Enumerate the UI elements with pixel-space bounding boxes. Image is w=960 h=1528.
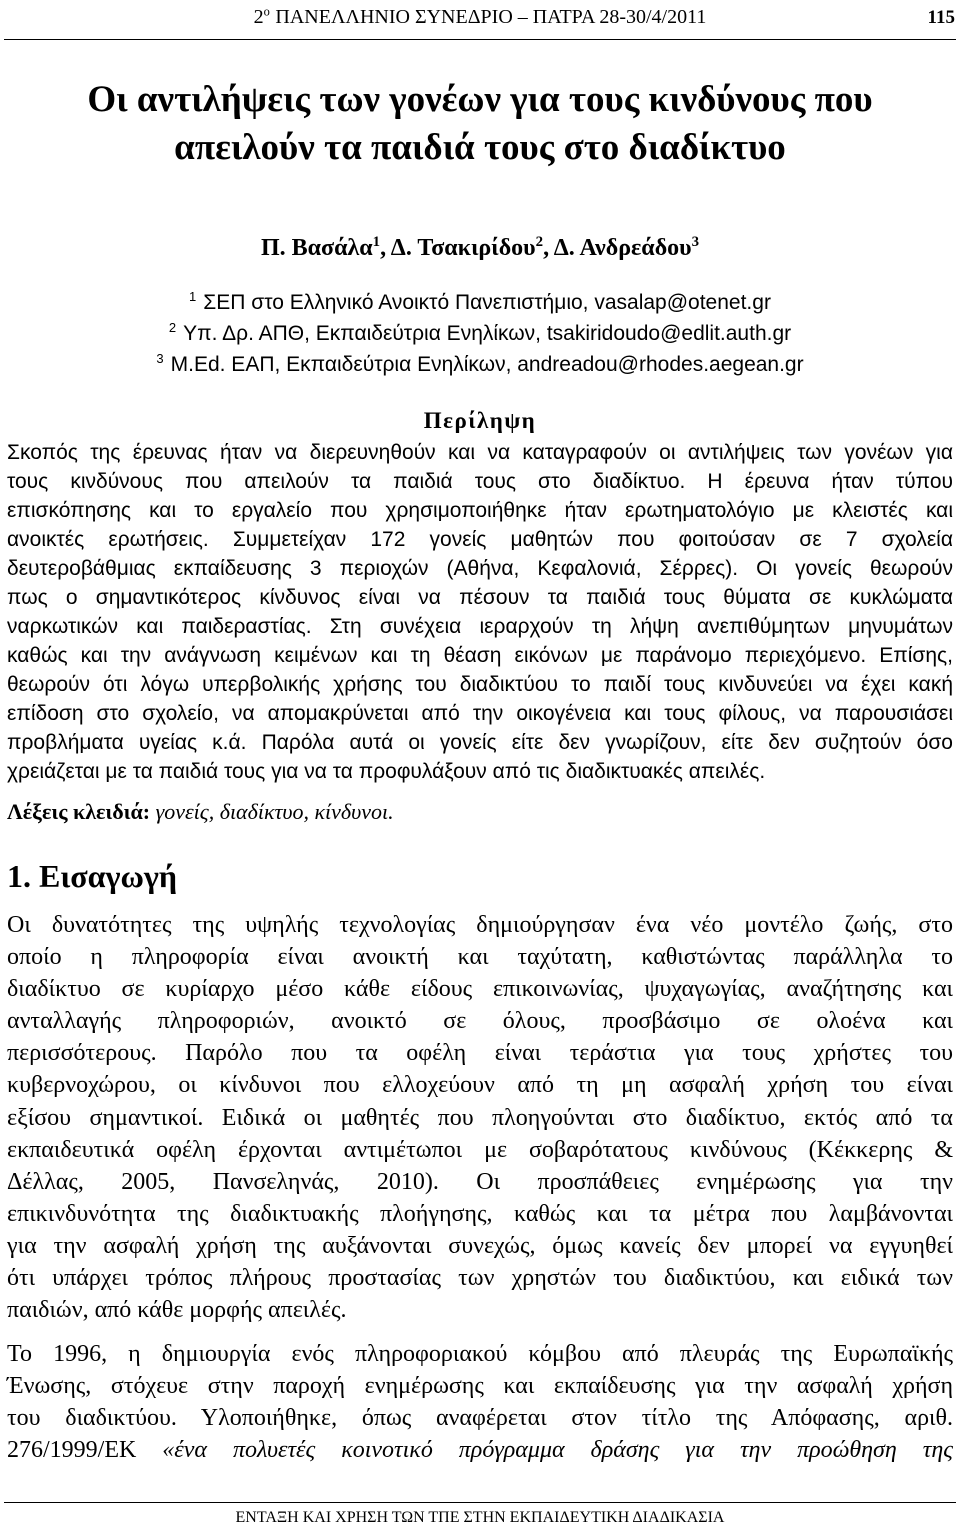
affiliation-marker: 2: [168, 320, 177, 335]
affiliation-list: [0, 287, 960, 380]
paragraph-line: επικινδυνότητα της διαδικτυακής πλοήγησης, καθώς και τα μέτρα που λαμβάνονται: [7, 1200, 953, 1227]
keywords-label: Λέξεις κλειδιά:: [7, 799, 151, 824]
author-name: Δ. Ανδρεάδου: [553, 235, 692, 261]
header-conference-title: ΠΑΝΕΛΛΗΝΙΟ ΣΥΝΕΔΡΙΟ – ΠΑΤΡΑ 28-30/4/2011: [275, 6, 707, 28]
paragraph-line: οποίο η πληροφορία είναι ανοικτή και ταχύτατη, καθιστώντας παράλληλα το: [7, 944, 953, 971]
running-header: [0, 5, 960, 29]
abstract-line: ανοικτές ερωτήσεις. Συμμετείχαν 172 γονείς μαθητών που φοιτούσαν σε 7 σχολεία: [7, 528, 953, 551]
abstract-line: προβλήματα υγείας κ.ά. Παρόλα αυτά οι γονείς είτε δεν γνωρίζουν, είτε δεν συζητούν όσο: [7, 731, 953, 754]
paragraph-line: περισσότερους. Παρόλο που τα οφέλη είναι τεράστια για τους χρήστες του: [7, 1040, 953, 1067]
author-affiliation-marker: 3: [691, 234, 700, 250]
abstract-line: θεωρούν ότι λόγω υπερβολικής χρήσης του διαδικτύου το παιδί τους κινδυνεύει να έχει κακή: [7, 673, 953, 696]
abstract-line: πως ο σημαντικότερος κίνδυνος είναι να πέσουν τα παιδιά τους θύματα σε κυκλώματα: [7, 586, 953, 609]
paragraph-line: του διαδικτύου. Υλοποιήθηκε, όπως αναφέρεται στον τίτλο της Απόφασης, αριθ.: [7, 1405, 953, 1432]
footer-rule: [4, 1502, 956, 1503]
abstract-line: τους κινδύνους που απειλούν τα παιδιά τους στο διαδίκτυο. Η έρευνα ήταν τύπου: [7, 470, 953, 493]
paragraph-line: για την ασφαλή χρήση της αυξάνονται συνεχώς, όμως κανείς δεν μπορεί να εγγυηθεί: [7, 1232, 953, 1259]
paragraph-line: Δέλλας, 2005, Πανσεληνάς, 2010). Οι προσπάθειες ενημέρωσης για την: [7, 1168, 953, 1195]
title-line: απειλούν τα παιδιά τους στο διαδίκτυο: [174, 127, 786, 168]
affiliation-text: ΣΕΠ στο Ελληνικό Ανοικτό Πανεπιστήμιο, vasalap@otenet.gr: [203, 291, 771, 314]
quoted-program-title: «ένα πολυετές κοινοτικό πρόγραμμα δράσης για την προώθηση της: [162, 1437, 954, 1464]
abstract-line: δευτεροβάθμιας εκπαίδευσης 3 περιοχών (Αθήνα, Κεφαλονιά, Σέρρες). Οι γονείς θεωρούν: [7, 557, 953, 580]
abstract-body: [7, 438, 953, 786]
body-paragraph: [7, 1338, 953, 1466]
paragraph-line: παιδιών, από κάθε μορφής απειλές.: [7, 1297, 347, 1324]
paragraph-line: διαδίκτυο σε κυρίαρχο μέσο κάθε είδους επικοινωνίας, ψυχαγωγίας, αναζήτησης και: [7, 976, 953, 1003]
abstract-line: καθώς και την ανάγνωση κειμένων και τη θέαση εικόνων με παράνομο περιεχόμενο. Επίσης,: [7, 644, 953, 667]
abstract-line: ναρκωτικών και παιδεραστίας. Στη συνέχεια ιεραρχούν τη λήψη ανεπιθύμητων μηνυμάτων: [7, 615, 953, 638]
paragraph-line: Ένωσης, στόχευε στην παροχή ενημέρωσης και εκπαίδευσης για την ασφαλή χρήση: [7, 1373, 953, 1400]
author-affiliation-marker: 2: [535, 234, 544, 250]
decision-number: 276/1999/ΕΚ: [7, 1437, 137, 1464]
affiliation-text: Υπ. Δρ. ΑΠΘ, Εκπαιδεύτρια Ενηλίκων, tsakiridoudo@edlit.auth.gr: [183, 322, 792, 345]
affiliation-marker: 1: [189, 289, 197, 304]
paragraph-line: ότι υπάρχει τρόπος πλήρους προστασίας των χρηστών του διαδικτύου, και ειδικά των: [7, 1265, 953, 1292]
affiliation-text: M.Ed. ΕΑΠ, Εκπαιδεύτρια Ενηλίκων, andreadou@rhodes.aegean.gr: [170, 353, 804, 376]
running-footer: ΕΝΤΑΞΗ ΚΑΙ ΧΡΗΣΗ ΤΩΝ ΤΠΕ ΣΤΗΝ ΕΚΠΑΙΔΕΥΤΙΚΗ ΔΙΑΔΙΚΑΣΙΑ: [235, 1509, 725, 1526]
affiliation-marker: 3: [156, 351, 164, 366]
keywords-value: γονείς, διαδίκτυο, κίνδυνοι.: [155, 799, 394, 824]
header-ordinal-suffix: ο: [263, 4, 270, 19]
paragraph-line: Το 1996, η δημιουργία ενός πληροφοριακού κόμβου από πλευράς της Ευρωπαϊκής: [7, 1341, 953, 1367]
author-name: Δ. Τσακιρίδου: [390, 235, 536, 261]
keywords: [7, 798, 953, 826]
author-name: Π. Βασάλα: [260, 235, 373, 261]
paper-title: [0, 76, 960, 172]
author-separator: ,: [380, 235, 391, 261]
abstract-line: Σκοπός της έρευνας ήταν να διερευνηθούν και να καταγραφούν οι αντιλήψεις των γονέων για: [7, 441, 953, 464]
affiliation: [0, 287, 960, 318]
paragraph-line: εξίσου σημαντικοί. Ειδικά οι μαθητές που πλοηγούνται στο διαδίκτυο, εκτός από τα: [7, 1104, 953, 1131]
abstract-line: επίδοση στο σχολείο, να απομακρύνεται από την οικογένεια και τους φίλους, να παρουσιάσει: [7, 702, 953, 725]
paragraph-line: [7, 1434, 953, 1466]
header-rule: [4, 39, 956, 40]
affiliation: [0, 318, 960, 349]
section-heading: 1. Εισαγωγή: [7, 858, 178, 894]
header-conference-number: 2: [253, 6, 264, 28]
affiliation: [0, 349, 960, 380]
page-number: 115: [927, 7, 955, 28]
abstract-heading: Περίληψη: [423, 408, 537, 433]
author-affiliation-marker: 1: [372, 234, 381, 250]
paragraph-line: Οι δυνατότητες της υψηλής τεχνολογίας δημιούργησαν ένα νέο μοντέλο ζωής, στο: [7, 912, 953, 938]
paragraph-line: ανταλλαγής πληροφοριών, ανοικτό σε όλους, προσβάσιμο σε ολοένα και: [7, 1008, 953, 1035]
abstract-line: χρειάζεται με τα παιδιά τους για να τα προφυλάξουν από τις διαδικτυακές απειλές.: [7, 760, 766, 783]
abstract-line: επισκόπησης και το εργαλείο που χρησιμοποιήθηκε ήταν ερωτηματολόγιο με κλειστές και: [7, 499, 953, 522]
author-separator: ,: [543, 235, 554, 261]
paragraph-line: κυβερνοχώρου, οι κίνδυνοι που ελλοχεύουν από τη μη ασφαλή χρήση του είναι: [7, 1072, 953, 1099]
paragraph-line: εκπαιδευτικά οφέλη έρχονται αντιμέτωποι με σοβαρότατους κινδύνους (Κέκκερης &: [7, 1136, 953, 1163]
author-list: [0, 233, 960, 263]
title-line: Οι αντιλήψεις των γονέων για τους κινδύνους που: [87, 79, 873, 120]
body-paragraph: [7, 909, 953, 1326]
